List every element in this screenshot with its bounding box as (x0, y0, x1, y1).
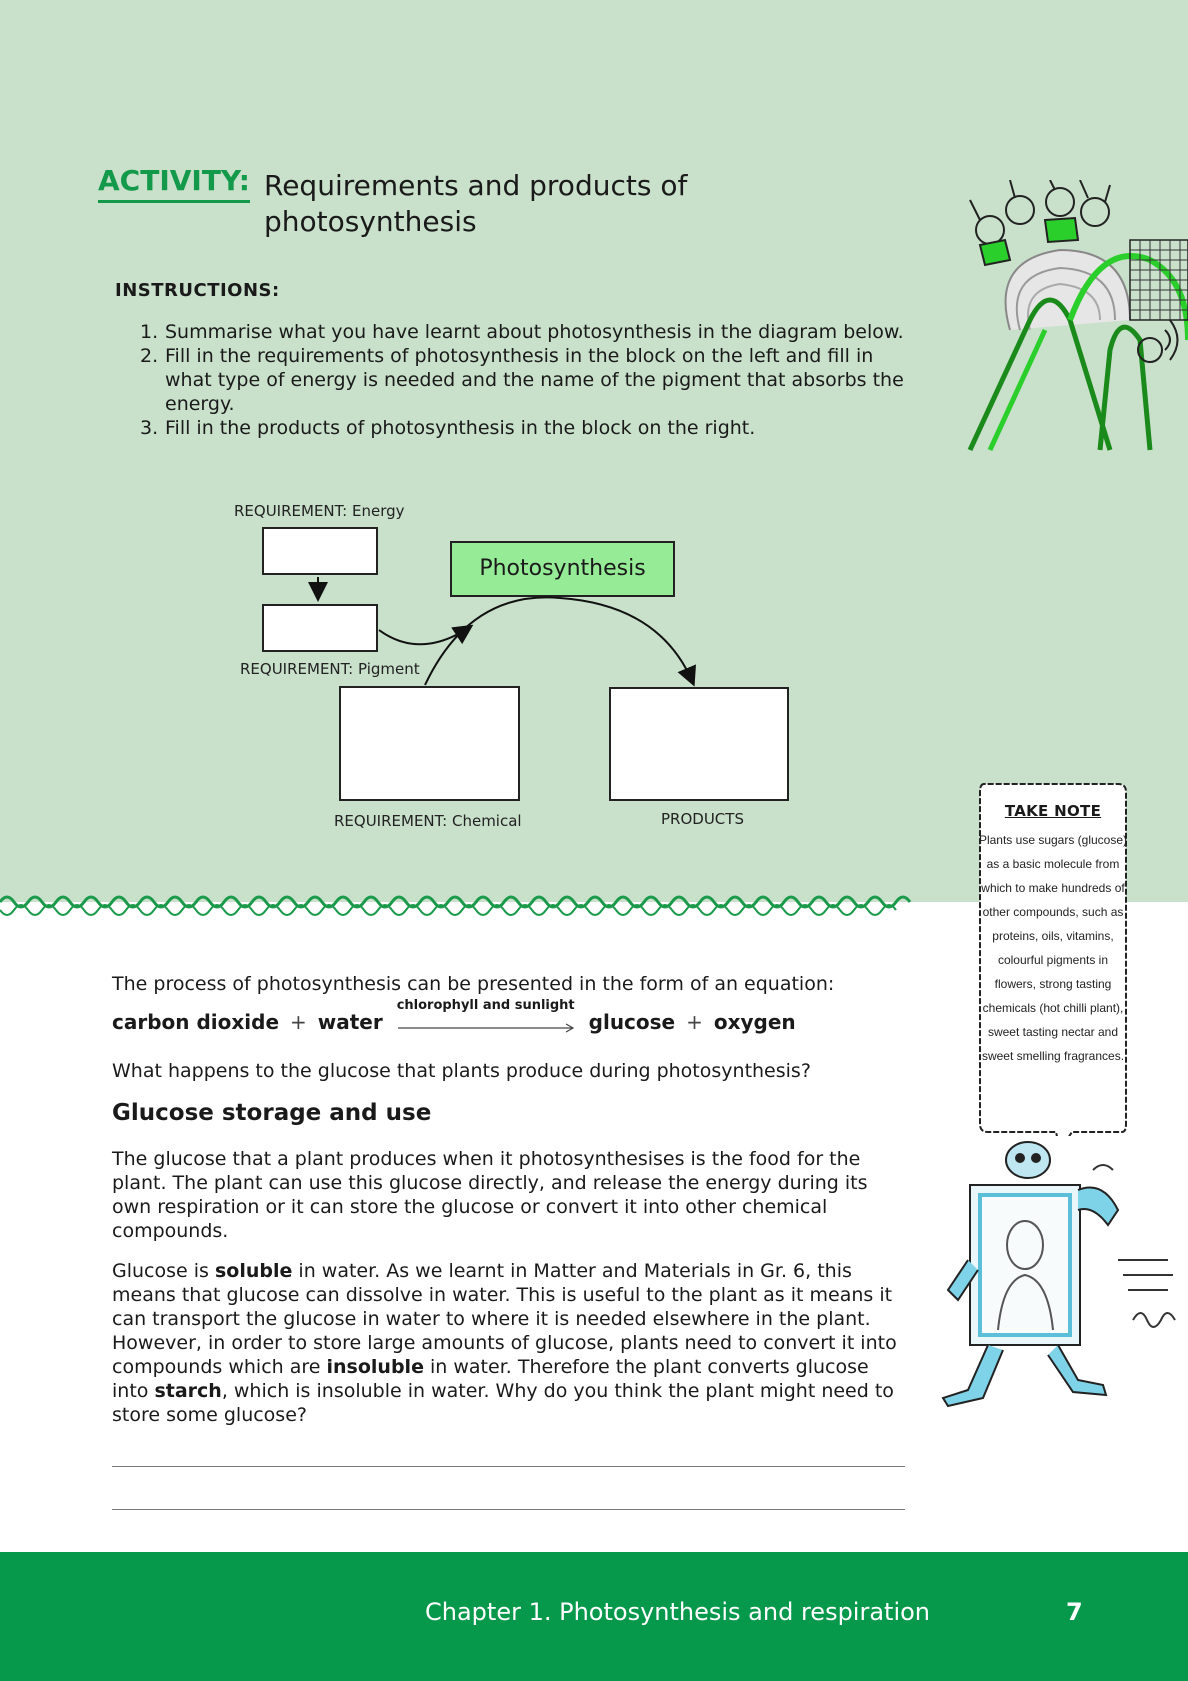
instruction-text: Fill in the products of photosynthesis in the block on the right. (165, 417, 756, 439)
instruction-text: Summarise what you have learnt about photosynthesis in the diagram below. (165, 321, 904, 343)
instruction-text: Fill in the requirements of photosynthesis in the block on the left and fill in what type of energy is needed and the name of the pigment that absorbs the energy. (165, 345, 904, 415)
pigment-label: REQUIREMENT: Pigment (240, 660, 420, 678)
product-oxygen: oxygen (713, 1010, 796, 1034)
para-text: Glucose is (112, 1260, 215, 1282)
instruction-number: 1. (140, 321, 159, 343)
activity-title: Requirements and products of photosynthesis (264, 169, 688, 238)
take-note-title: TAKE NOTE (1004, 802, 1102, 820)
activity-label: ACTIVITY: (98, 164, 250, 203)
instructions-heading: INSTRUCTIONS: (115, 280, 280, 301)
chemical-label: REQUIREMENT: Chemical (334, 812, 522, 830)
instruction-number: 3. (140, 417, 159, 439)
products-label: PRODUCTS (661, 810, 744, 828)
para-text: , which is insoluble in water. Why do you think the plant might need to store some glucose? (112, 1380, 894, 1426)
instruction-number: 2. (140, 345, 159, 367)
term-soluble: soluble (214, 1260, 293, 1282)
page-number: 7 (1066, 1598, 1083, 1626)
term-starch: starch (154, 1380, 222, 1402)
answer-line[interactable] (112, 1466, 905, 1467)
answer-line[interactable] (112, 1509, 905, 1510)
reaction-arrow (396, 997, 576, 1036)
reactant-carbon-dioxide: carbon dioxide (112, 1010, 280, 1034)
equation-intro: The process of photosynthesis can be presented in the form of an equation: (112, 973, 835, 995)
reaction-condition: chlorophyll and sunlight (396, 997, 575, 1013)
section-heading: Glucose storage and use (112, 1100, 432, 1126)
photosynthesis-box: Photosynthesis (450, 541, 675, 597)
take-note-body: Plants use sugars (glucose) as a basic molecule from which to make hundreds of other compounds, such as proteins, oils, vitamins, colourful pigments in flowers, strong tasting chemicals (hot chilli plant), sweet tasting nectar and sweet smelling fragrances. (978, 833, 1128, 1063)
arrow-icon (396, 1012, 576, 1036)
product-glucose: glucose (588, 1010, 676, 1034)
glucose-question: What happens to the glucose that plants produce during photosynthesis? (112, 1060, 811, 1082)
plus-sign: + (686, 1010, 703, 1034)
take-note (978, 802, 1128, 1068)
word-equation (112, 997, 796, 1036)
energy-label: REQUIREMENT: Energy (234, 502, 405, 520)
footer-chapter-title: Chapter 1. Photosynthesis and respiration (425, 1598, 931, 1626)
para-text: in water. Therefore the plant converts glucose into (112, 1356, 869, 1402)
paragraph-glucose-food: The glucose that a plant produces when it photosynthesises is the food for the plant. The plant can use this glucose directly, and release the energy during its own respiration or it can store the glucose or convert it into other chemical compounds. (112, 1148, 868, 1242)
reactant-water: water (317, 1010, 383, 1034)
robot-painting-illustration (928, 1140, 1188, 1410)
para-text: in water. As we learnt in Matter and Materials in Gr. 6, this means that glucose can dissolve in water. This is useful to the plant as it means it can transport the glucose in water to where it is needed elsewhere in the plant. However, in order to store large amounts of glucose, plants need to convert it into compounds which are (112, 1260, 897, 1378)
paragraph-glucose-solubility (112, 1259, 902, 1427)
plus-sign: + (290, 1010, 307, 1034)
photosynthesis-cycle-arrow (425, 597, 693, 685)
term-insoluble: insoluble (326, 1356, 424, 1378)
